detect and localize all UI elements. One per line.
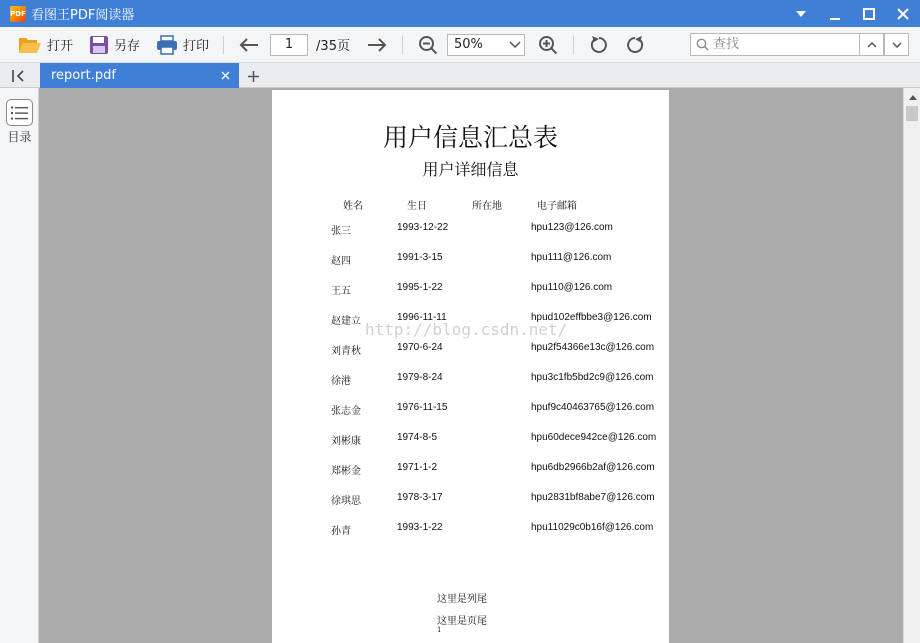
print-label: 打印	[183, 39, 210, 54]
cell-birthday: 1993-1-22	[397, 522, 443, 533]
document-subtitle: 用户详细信息	[422, 160, 519, 179]
app-logo-icon: PDF	[10, 6, 26, 22]
search-previous-button[interactable]	[859, 33, 884, 56]
cell-email: hpu110@126.com	[531, 282, 613, 293]
cell-birthday: 1976-11-15	[397, 402, 448, 413]
cell-email: hpu11029c0b16f@126.com	[531, 522, 654, 533]
search-box	[690, 33, 860, 56]
zoom-out-button[interactable]	[413, 31, 443, 59]
cell-birthday: 1979-8-24	[397, 372, 443, 383]
cell-name: 张志金	[331, 406, 361, 417]
cell-birthday: 1970-6-24	[397, 342, 443, 353]
cell-name: 刘青秋	[331, 346, 361, 357]
zoom-level-select[interactable]	[447, 34, 525, 56]
print-button[interactable]	[152, 31, 213, 59]
arrow-right-icon	[367, 37, 387, 53]
rotate-right-button[interactable]	[620, 31, 650, 59]
maximize-icon	[863, 8, 875, 20]
cell-email: hpu123@126.com	[531, 222, 613, 233]
cell-name: 郑彬金	[331, 466, 361, 477]
saveas-label: 另存	[114, 39, 141, 54]
folder-open-icon	[18, 35, 42, 55]
total-pages: /35页	[316, 39, 350, 54]
tab-label: report.pdf	[51, 68, 116, 83]
window-controls	[784, 0, 920, 27]
vertical-scrollbar[interactable]	[903, 88, 920, 643]
main-toolbar	[0, 27, 920, 63]
cell-name: 徐琪思	[331, 496, 361, 507]
window-menu-button[interactable]	[784, 0, 818, 27]
cell-email: hpu2831bf8abe7@126.com	[531, 492, 655, 503]
rotate-right-icon	[625, 35, 645, 55]
cell-email: hpu3c1fb5bd2c9@126.com	[531, 372, 654, 383]
maximize-button[interactable]	[852, 0, 886, 27]
page-number: 1	[437, 626, 442, 634]
zoom-in-button[interactable]	[533, 31, 563, 59]
close-icon	[221, 71, 230, 80]
watermark: http://blog.csdn.net/	[365, 320, 568, 339]
dropdown-triangle-icon	[796, 11, 806, 17]
cell-birthday: 1974-8-5	[397, 432, 438, 443]
left-sidebar	[0, 88, 39, 643]
chevron-up-icon	[867, 42, 877, 48]
toolbar-separator	[402, 36, 403, 54]
column-header-email: 电子邮箱	[537, 201, 577, 212]
cell-name: 王五	[331, 286, 351, 297]
minimize-button[interactable]	[818, 0, 852, 27]
tab-report-pdf[interactable]	[40, 63, 239, 88]
cell-name: 赵四	[331, 256, 351, 267]
toc-button[interactable]	[6, 99, 33, 126]
chevron-down-icon	[892, 42, 902, 48]
window-title: 看图王PDF阅读器	[31, 8, 135, 23]
toolbar-separator	[573, 36, 574, 54]
collapse-left-icon	[12, 70, 26, 82]
cell-email: hpu6db2966b2af@126.com	[531, 462, 655, 473]
rotate-left-button[interactable]	[584, 31, 614, 59]
cell-birthday: 1996-11-11	[397, 312, 447, 323]
page-footer: 这里是页尾	[437, 616, 487, 627]
document-title: 用户信息汇总表	[382, 123, 558, 152]
zoom-out-icon	[418, 35, 438, 55]
column-header-birthday: 生日	[407, 201, 427, 212]
search-next-button[interactable]	[884, 33, 909, 56]
page-number-input[interactable]	[270, 34, 308, 56]
pdf-page	[272, 90, 669, 643]
cell-name: 赵建立	[331, 316, 361, 327]
zoom-in-icon	[538, 35, 558, 55]
plus-icon	[248, 71, 259, 82]
arrow-left-icon	[239, 37, 259, 53]
column-header-location: 所在地	[472, 201, 502, 212]
new-tab-button[interactable]	[243, 66, 263, 86]
floppy-disk-icon	[89, 35, 109, 55]
close-button[interactable]	[886, 0, 920, 27]
column-footer: 这里是列尾	[437, 594, 487, 605]
close-icon	[897, 8, 909, 20]
column-header-name: 姓名	[343, 201, 363, 212]
cell-name: 刘彬康	[331, 436, 361, 447]
chevron-down-icon	[506, 41, 524, 48]
cell-name: 徐港	[331, 376, 351, 387]
cell-email: hpu111@126.com	[531, 252, 612, 263]
title-bar	[0, 0, 920, 27]
rotate-left-icon	[589, 35, 609, 55]
search-input[interactable]	[713, 37, 853, 52]
scroll-up-button[interactable]	[904, 90, 920, 104]
toc-label: 目录	[7, 130, 32, 144]
cell-name: 孙青	[331, 526, 351, 537]
open-label: 打开	[47, 39, 74, 54]
toolbar-separator	[223, 36, 224, 54]
cell-birthday: 1978-3-17	[397, 492, 443, 503]
cell-birthday: 1971-1-2	[397, 462, 438, 473]
cell-email: hpud102effbbe3@126.com	[531, 312, 652, 323]
minimize-icon	[829, 8, 841, 20]
open-button[interactable]	[14, 31, 77, 59]
cell-email: hpu2f54366e13c@126.com	[531, 342, 655, 353]
cell-birthday: 1995-1-22	[397, 282, 443, 293]
previous-page-button[interactable]	[234, 31, 264, 59]
cell-name: 张三	[331, 226, 351, 237]
document-viewport[interactable]	[39, 88, 903, 643]
cell-birthday: 1993-12-22	[397, 222, 449, 233]
cell-birthday: 1991-3-15	[397, 252, 443, 263]
search-icon	[696, 38, 709, 51]
printer-icon	[156, 35, 178, 55]
cell-email: hpuf9c40463765@126.com	[531, 402, 655, 413]
scroll-up-arrow-icon	[909, 95, 917, 100]
list-icon	[10, 105, 29, 121]
next-page-button[interactable]	[362, 31, 392, 59]
zoom-level-value: 50%	[453, 37, 483, 52]
cell-email: hpu60dece942ce@126.com	[531, 432, 657, 443]
tab-bar	[0, 63, 920, 88]
saveas-button[interactable]	[85, 31, 144, 59]
sidebar-collapse-button[interactable]	[0, 63, 38, 88]
scrollbar-thumb[interactable]	[906, 106, 918, 121]
tab-close-button[interactable]	[219, 69, 231, 81]
